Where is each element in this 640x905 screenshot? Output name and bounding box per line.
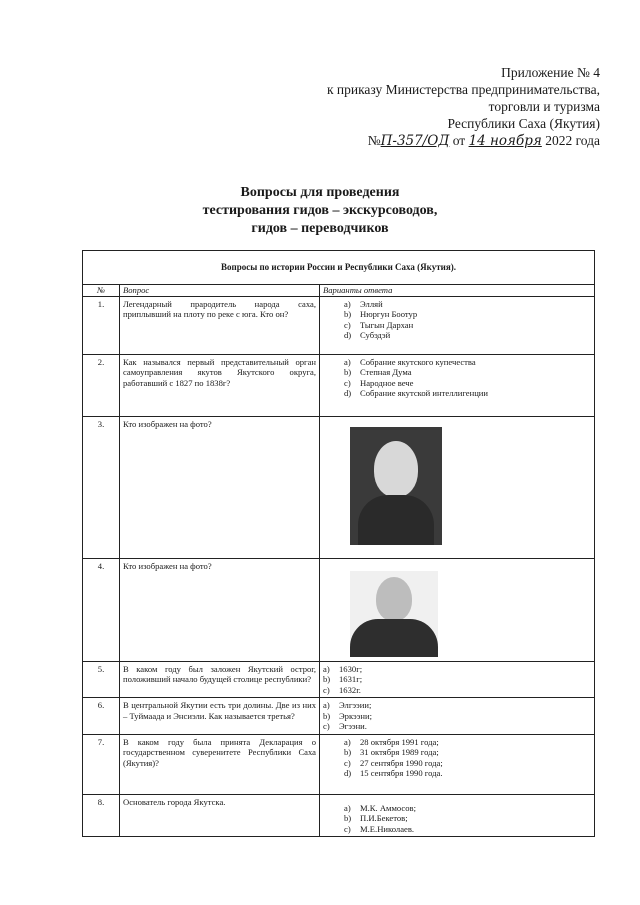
answer-option: b) П.И.Бекетов; bbox=[344, 813, 408, 823]
appendix-label: Приложение № 4 bbox=[501, 65, 600, 80]
ministry-line: торговли и туризма bbox=[488, 99, 600, 114]
answer-option: d) 15 сентября 1990 года. bbox=[344, 768, 443, 778]
photo-cell bbox=[320, 558, 595, 661]
questions-table bbox=[82, 250, 595, 837]
answer-option: b) Эркээни; bbox=[323, 710, 372, 721]
table-row bbox=[83, 698, 595, 735]
question-number: 7. bbox=[83, 734, 120, 794]
answer-option: d) Субэдэй bbox=[344, 330, 391, 340]
question-number: 3. bbox=[83, 416, 120, 558]
answer-options bbox=[320, 661, 595, 698]
title-line-1: Вопросы для проведения bbox=[240, 185, 400, 200]
question-number: 8. bbox=[83, 794, 120, 837]
answer-options bbox=[320, 734, 595, 794]
answer-option: а) 28 октября 1991 года; bbox=[344, 736, 439, 747]
table-row bbox=[83, 794, 595, 837]
photo-cell bbox=[320, 416, 595, 558]
table-row bbox=[83, 354, 595, 416]
col-question-header: Вопрос bbox=[120, 285, 320, 297]
question-number: 2. bbox=[83, 354, 120, 416]
answer-option: b) 1631г; bbox=[323, 674, 363, 684]
table-header-row bbox=[83, 285, 595, 297]
answer-option: а) Элгээии; bbox=[323, 700, 372, 710]
answer-options bbox=[320, 698, 595, 735]
answer-options bbox=[320, 794, 595, 837]
question-text: В каком году был заложен Якутский острог, положивший начало будущей столице республики? bbox=[120, 661, 320, 698]
answer-option: b) 31 октября 1989 года; bbox=[344, 747, 439, 757]
republic-line: Республики Саха (Якутия) bbox=[447, 116, 600, 131]
question-text: В каком году была принята Декларация о государственном суверенитете Республики Саха (Якутия)? bbox=[120, 734, 320, 794]
table-row bbox=[83, 558, 595, 661]
table-row bbox=[83, 416, 595, 558]
question-text: В центральной Якутии есть три долины. Две из них – Туймаада и Энсиэли. Как называется третья? bbox=[120, 698, 320, 735]
answer-option: b) Степная Дума bbox=[344, 367, 412, 377]
title-line-3: гидов – переводчиков bbox=[251, 221, 389, 236]
question-text: Кто изображен на фото? bbox=[120, 416, 320, 558]
answer-option: c) 27 сентября 1990 года; bbox=[344, 757, 443, 768]
answer-option: c) Народное вече bbox=[344, 377, 414, 388]
question-text: Легендарный прародитель народа саха, приплывший на плоту по реке с юга. Кто он? bbox=[120, 296, 320, 354]
order-prefix: № bbox=[367, 133, 381, 148]
title-line-2: тестирования гидов – экскурсоводов, bbox=[202, 203, 438, 218]
table-row bbox=[83, 734, 595, 794]
document-title bbox=[0, 184, 640, 238]
document-header bbox=[327, 64, 600, 150]
answer-option: c) Тыгын Дархан bbox=[344, 319, 414, 330]
question-text: Основатель города Якутска. bbox=[120, 794, 320, 837]
answer-option: а) Собрание якутского купечества bbox=[344, 356, 476, 367]
col-answers-header: Варианты ответа bbox=[320, 285, 595, 297]
answer-option: d) Собрание якутской интеллигенции bbox=[344, 388, 488, 398]
order-from: от bbox=[452, 133, 466, 148]
table-row bbox=[83, 661, 595, 698]
question-text: Кто изображен на фото? bbox=[120, 558, 320, 661]
answer-options bbox=[320, 354, 595, 416]
answer-option: c) Эгээни. bbox=[323, 721, 367, 731]
answer-option: c) 1632г. bbox=[323, 684, 361, 695]
question-number: 5. bbox=[83, 661, 120, 698]
question-number: 6. bbox=[83, 698, 120, 735]
answer-option: b) Нюргун Боотур bbox=[344, 309, 418, 319]
answer-option: c) М.Е.Николаев. bbox=[344, 823, 415, 834]
answer-option: а) М.К. Аммосов; bbox=[344, 802, 416, 813]
order-ref-line: к приказу Министерства предпринимательства, bbox=[326, 82, 600, 97]
order-date: 14 ноября bbox=[468, 133, 542, 149]
col-num-header: № bbox=[83, 285, 120, 297]
question-number: 1. bbox=[83, 296, 120, 354]
answer-option: а) Элляй bbox=[344, 298, 383, 309]
order-number: П-357/ОД bbox=[380, 133, 450, 149]
question-text: Как назывался первый представительный орган самоуправления якутов Якутского округа, работавший с 1827 по 1838г? bbox=[120, 354, 320, 416]
portrait-photo bbox=[350, 571, 438, 657]
table-row bbox=[83, 296, 595, 354]
answer-options bbox=[320, 296, 595, 354]
portrait-photo bbox=[350, 427, 442, 545]
answer-option: а) 1630г; bbox=[323, 663, 363, 674]
table-caption: Вопросы по истории России и Республики Саха (Якутия). bbox=[83, 251, 595, 285]
question-number: 4. bbox=[83, 558, 120, 661]
order-year: 2022 года bbox=[545, 133, 600, 148]
order-number-line bbox=[327, 132, 600, 150]
